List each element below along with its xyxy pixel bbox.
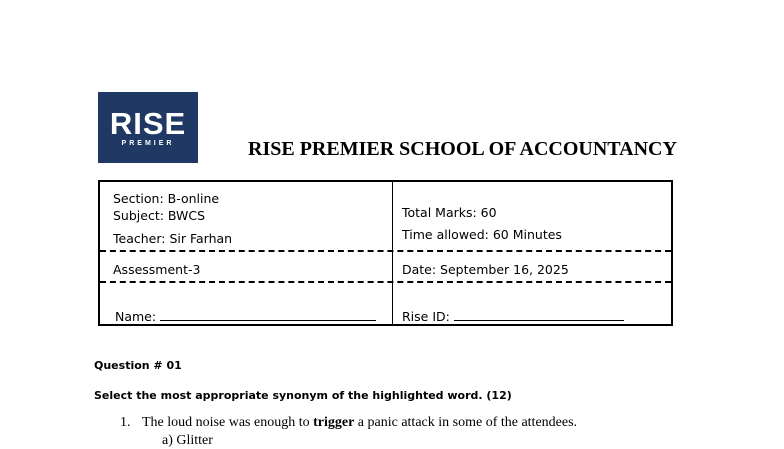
item-text-after: a panic attack in some of the attendees.	[354, 415, 578, 430]
total-marks-text: Total Marks: 60	[402, 205, 497, 220]
subject-text: Subject: BWCS	[113, 208, 206, 223]
name-field[interactable]	[115, 308, 376, 324]
name-label: Name:	[115, 309, 157, 324]
date-text: Date: September 16, 2025	[402, 262, 569, 277]
school-logo	[98, 92, 198, 163]
item-number: 1.	[120, 415, 131, 430]
rise-id-blank-line[interactable]	[454, 308, 624, 321]
time-allowed-text: Time allowed: 60 Minutes	[402, 227, 562, 242]
logo-main-text: RISE	[109, 106, 187, 141]
question-item	[120, 415, 577, 431]
section-text: Section: B-online	[113, 191, 220, 206]
name-blank-line[interactable]	[160, 308, 376, 321]
option-text: Glitter	[176, 433, 213, 448]
table-divider-vertical	[392, 182, 393, 324]
assessment-text: Assessment-3	[113, 262, 201, 277]
teacher-text: Teacher: Sir Farhan	[113, 231, 233, 246]
table-divider-dashed	[100, 281, 671, 283]
logo-sub-text: PREMIER	[121, 140, 175, 147]
school-title: RISE PREMIER SCHOOL OF ACCOUNTANCY	[248, 138, 677, 160]
exam-info-table	[98, 180, 673, 326]
option-letter: a)	[162, 433, 173, 448]
rise-id-label: Rise ID:	[402, 309, 450, 324]
rise-id-field[interactable]	[402, 308, 624, 324]
item-text-before: The loud noise was enough to	[142, 415, 314, 430]
answer-option[interactable]	[162, 433, 213, 449]
question-instruction: Select the most appropriate synonym of the highlighted word. (12)	[94, 389, 512, 402]
highlighted-word: trigger	[313, 415, 355, 430]
table-divider-dashed	[100, 250, 671, 252]
question-label: Question # 01	[94, 359, 182, 372]
